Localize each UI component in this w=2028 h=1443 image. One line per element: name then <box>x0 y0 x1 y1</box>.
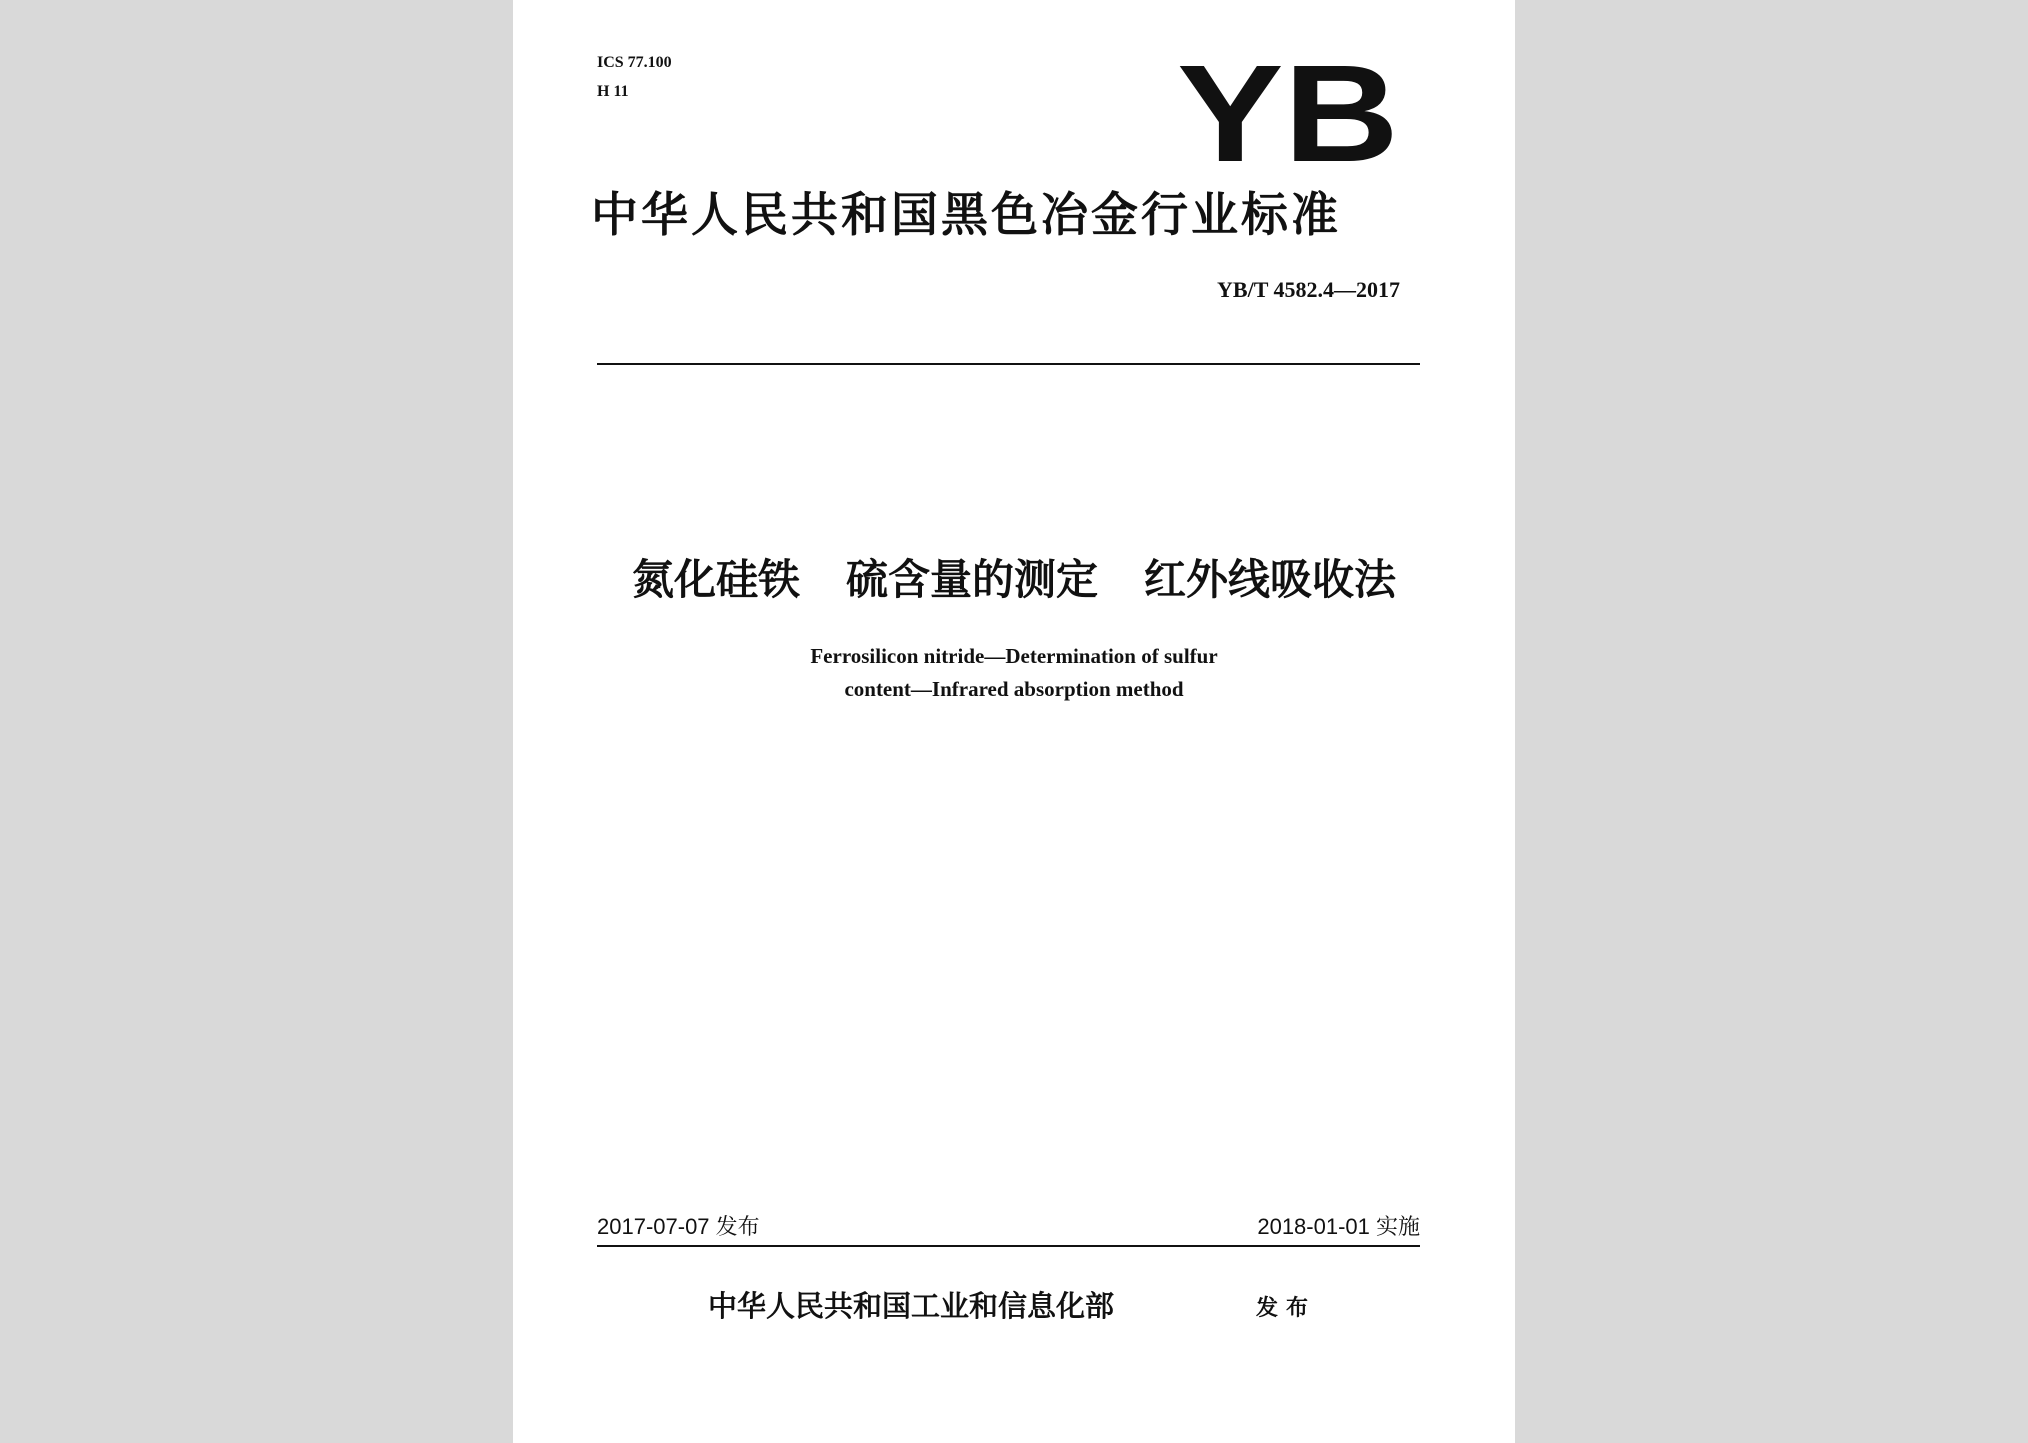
chinese-title-part-1: 氮化硅铁 <box>631 555 800 604</box>
classification-codes <box>597 48 672 106</box>
english-title-line-2: content—Infrared absorption method <box>844 677 1184 701</box>
chinese-title-part-3: 红外线吸收法 <box>1144 555 1397 604</box>
chinese-title-part-2: 硫含量的测定 <box>845 555 1098 604</box>
header-divider <box>597 363 1420 365</box>
chinese-title <box>513 550 1515 610</box>
footer-divider <box>597 1245 1420 1247</box>
standard-category-name: 中华人民共和国黑色冶金行业标准 <box>591 188 1341 243</box>
yb-logo-text: YB <box>1177 40 1399 180</box>
english-title-line-1: Ferrosilicon nitride—Determination of sulfur <box>810 644 1218 668</box>
english-title <box>513 640 1515 706</box>
standard-number: YB/T 4582.4—2017 <box>1217 277 1400 302</box>
publish-label: 发布 <box>1256 1296 1317 1321</box>
issue-date: 2017-07-07 发布 <box>597 1214 760 1239</box>
document-page <box>513 0 1515 1443</box>
implementation-date: 2018-01-01 实施 <box>1257 1214 1420 1239</box>
yb-logo-graphic <box>1173 40 1403 180</box>
publisher-name: 中华人民共和国工业和信息化部 <box>708 1289 1115 1323</box>
yb-logo <box>1173 40 1403 180</box>
ics-code: ICS 77.100 <box>597 54 672 71</box>
ccs-code: H 11 <box>597 83 629 100</box>
